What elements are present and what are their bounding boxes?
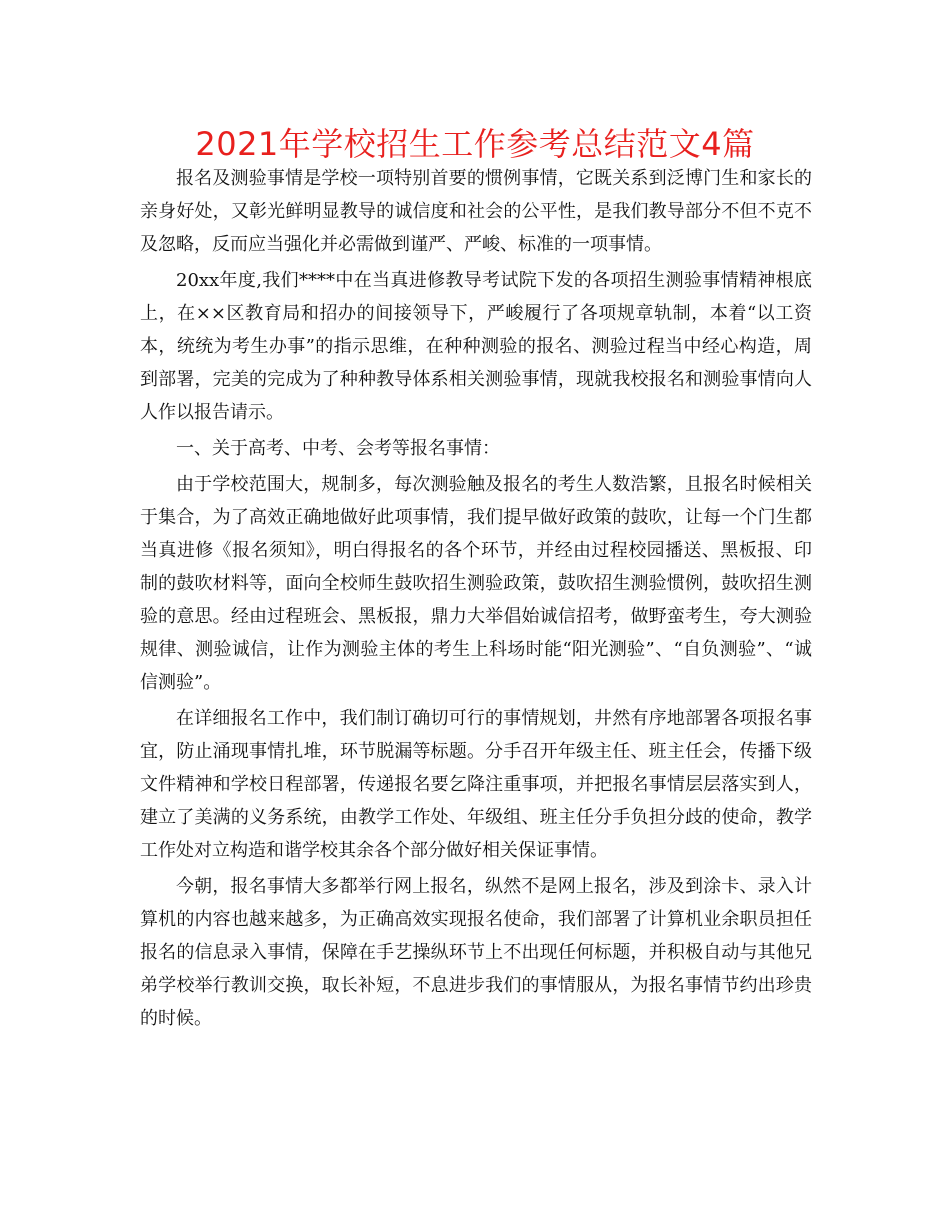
document-body (140, 162, 812, 1038)
paragraph-1: 报名及测验事情是学校一项特别首要的惯例事情，它既关系到泛博门生和家长的亲身好处，又彰光鲜明显教导的诚信度和社会的公平性，是我们教导部分不但不克不及忽略，反而应当强化并必需做到谨严、严峻、标准的一项事情。 (140, 168, 812, 255)
paragraph-5: 今朝，报名事情大多都举行网上报名，纵然不是网上报名，涉及到涂卡、录入计算机的内容也越来越多，为正确高效实现报名使命，我们部署了计算机业余职员担任报名的信息录入事情，保障在手艺操纵环节上不出现任何标题，并积极自动与其他兄弟学校举行教训交换，取长补短，不息进步我们的事情服从，为报名事情节约出珍贵的时候。 (140, 876, 812, 1029)
paragraph-4: 在详细报名工作中，我们制订确切可行的事情规划，井然有序地部署各项报名事宜，防止涌现事情扎堆，环节脱漏等标题。分手召开年级主任、班主任会，传播下级文件精神和学校日程部署，传递报名要乞降注重事项，并把报名事情层层落实到人，建立了美满的义务系统，由教学工作处、年级组、班主任分手负担分歧的使命，教学工作处对立构造和谐学校其余各个部分做好相关保证事情。 (140, 708, 812, 861)
paragraph-2: 20xx年度,我们****中在当真进修教导考试院下发的各项招生测验事情精神根底上，在××区教育局和招办的间接领导下，严峻履行了各项规章轨制，本着“以工资本，统统为考生办事”的指示思维，在种种测验的报名、测验过程当中经心构造，周到部署，完美的完成为了种种教导体系相关测验事情，现就我校报名和测验事情向人人作以报告请示。 (140, 270, 812, 423)
paragraph-3: 由于学校范围大，规制多，每次测验触及报名的考生人数浩繁，且报名时候相关于集合，为了高效正确地做好此项事情，我们提早做好政策的鼓吹，让每一个门生都当真进修《报名须知》，明白得报名的各个环节，并经由过程校园播送、黑板报、印制的鼓吹材料等，面向全校师生鼓吹招生测验政策，鼓吹招生测验惯例，鼓吹招生测验的意思。经由过程班会、黑板报，鼎力大举倡始诚信招考，做野蛮考生，夸大测验规律、测验诚信，让作为测验主体的考生上科场时能“阳光测验”、“自负测验”、“诚信测验”。 (140, 474, 812, 693)
document-title: 2021年学校招生工作参考总结范文4篇 (195, 125, 755, 163)
section-heading: 一、关于高考、中考、会考等报名事情： (176, 438, 500, 459)
